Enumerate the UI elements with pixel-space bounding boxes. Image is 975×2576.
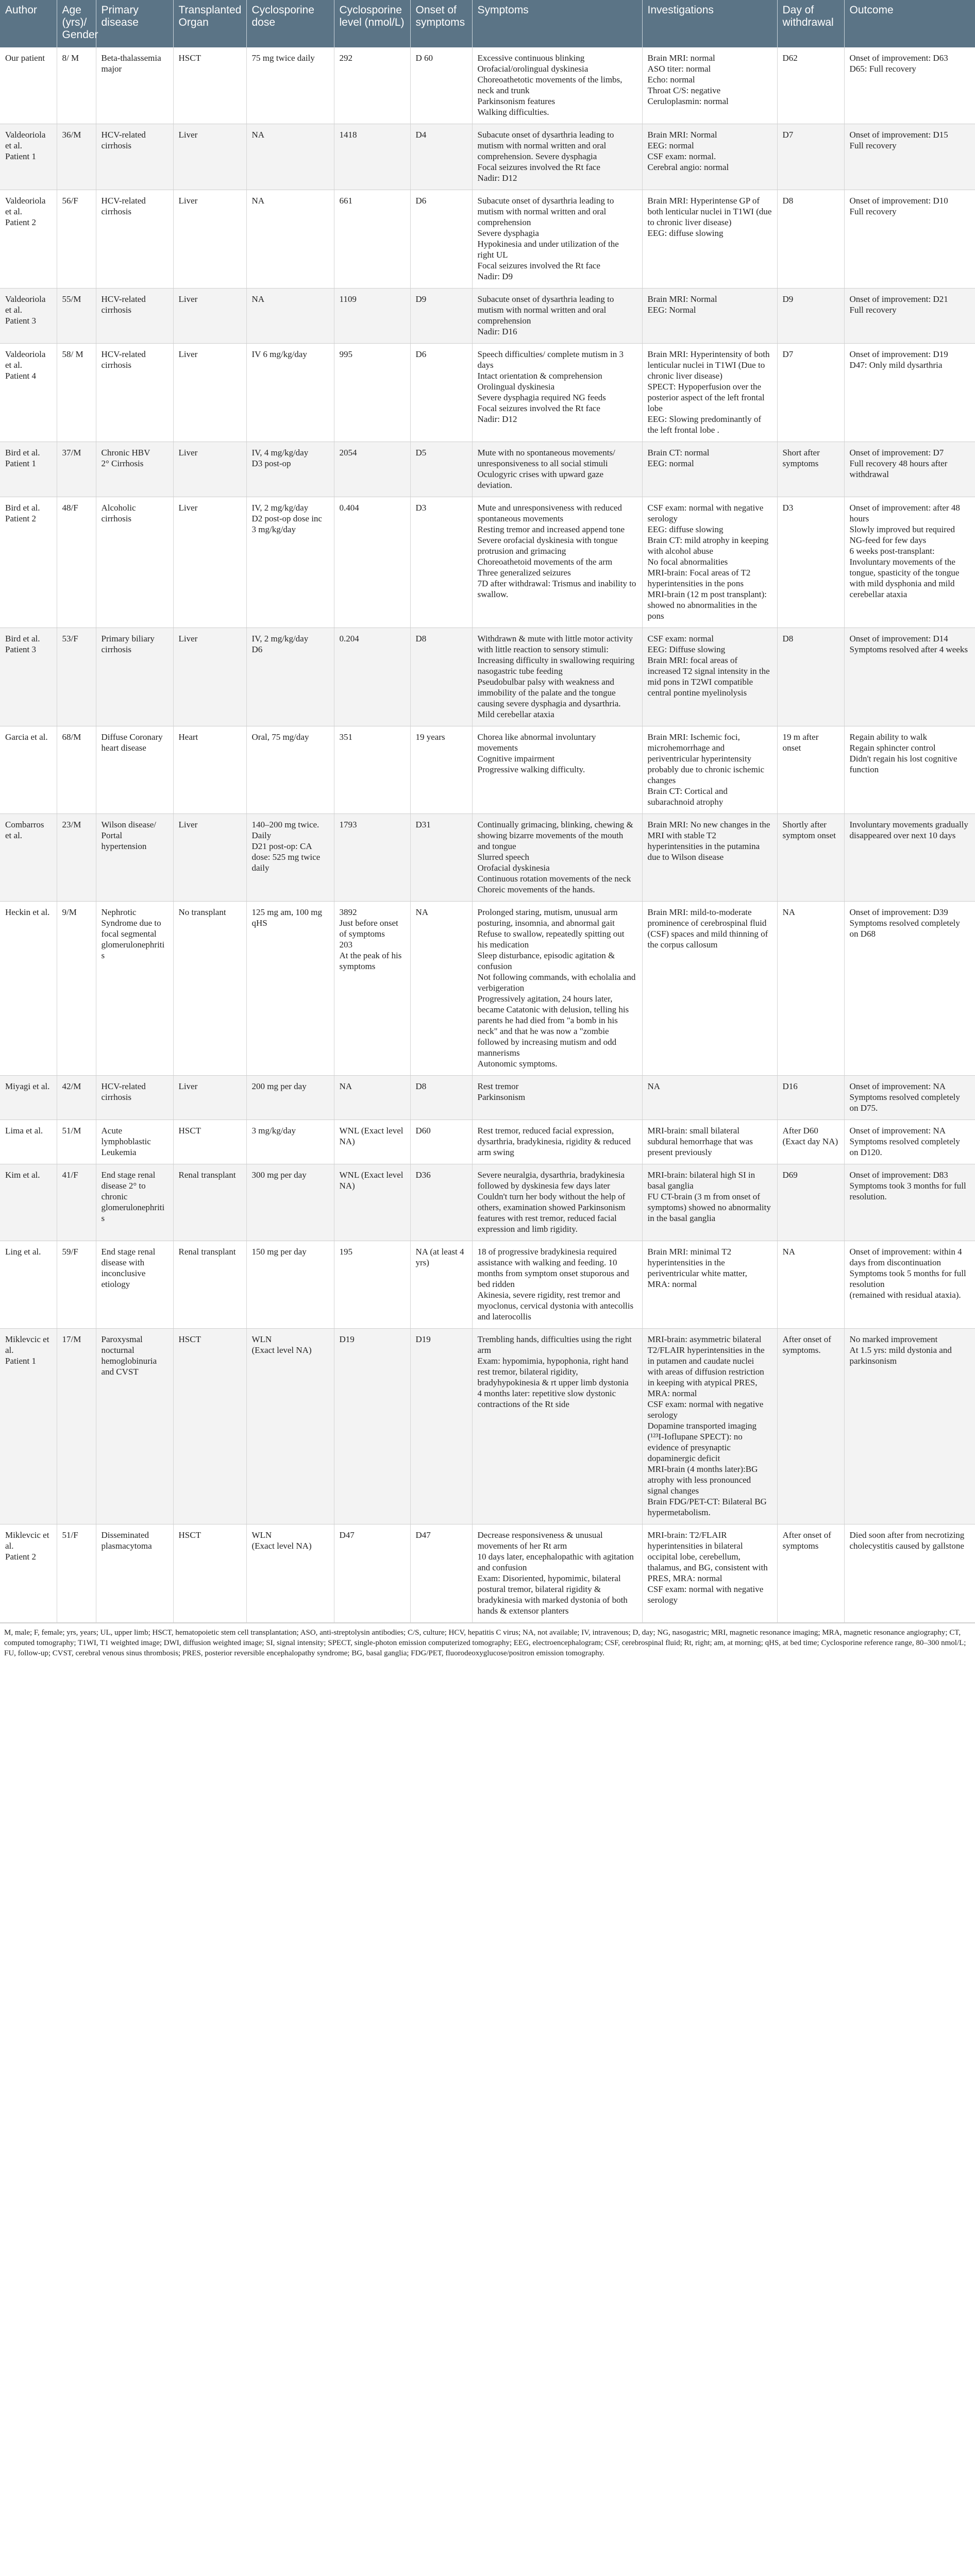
cell-author: Valdeoriola et al. Patient 3 bbox=[0, 289, 57, 344]
cell-investigations: MRI-brain: small bilateral subdural hemorrhage that was present previously bbox=[642, 1120, 777, 1164]
cell-onset: D47 bbox=[410, 1524, 472, 1623]
cell-author: Lima et al. bbox=[0, 1120, 57, 1164]
cell-age-gender: 68/M bbox=[57, 726, 96, 814]
table-row bbox=[0, 124, 975, 190]
cell-symptoms: Rest tremor, reduced facial expression, dysarthria, bradykinesia, rigidity & reduced arm swing bbox=[472, 1120, 642, 1164]
cell-symptoms: Excessive continuous blinking Orofacial/orolingual dyskinesia Choreoathetotic movements of the limbs, neck and trunk Parkinsonism features Walking difficulties. bbox=[472, 47, 642, 124]
cell-age-gender: 41/F bbox=[57, 1164, 96, 1241]
cell-symptoms: Subacute onset of dysarthria leading to mutism with normal written and oral comprehension Severe dysphagia Hypokinesia and under utilization of the right UL Focal seizures involved the Rt face Nadir: D9 bbox=[472, 190, 642, 289]
cell-cyclosporine-level: 995 bbox=[334, 344, 410, 442]
cell-author: Bird et al. Patient 2 bbox=[0, 497, 57, 628]
cell-symptoms: Chorea like abnormal involuntary movements Cognitive impairment Progressive walking difficulty. bbox=[472, 726, 642, 814]
cell-symptoms: Subacute onset of dysarthria leading to mutism with normal written and oral comprehension. Severe dysphagia Focal seizures involved the Rt face Nadir: D12 bbox=[472, 124, 642, 190]
cell-investigations: MRI-brain: asymmetric bilateral T2/FLAIR hyperintensities in the in putamen and caudate nuclei with areas of diffusion restriction in keeping with atypical PRES, MRA: normal CSF exam: normal with negative serology Dopamine transported imaging (¹²³I-Ioflupane SPECT): no evidence of presynaptic dopaminergic deficit MRI-brain (4 months later):BG atrophy with less pronounced signal changes Brain FDG/PET-CT: Bilateral BG hypermetabolism. bbox=[642, 1329, 777, 1524]
cell-primary-disease: End stage renal disease with inconclusive etiology bbox=[96, 1241, 173, 1329]
cell-investigations: MRI-brain: bilateral high SI in basal ganglia FU CT-brain (3 m from onset of symptoms) showed no abnormality in the basal ganglia bbox=[642, 1164, 777, 1241]
cell-author: Miklevcic et al. Patient 1 bbox=[0, 1329, 57, 1524]
cell-transplanted-organ: Liver bbox=[173, 814, 246, 902]
cell-outcome: Died soon after from necrotizing cholecystitis caused by gallstone bbox=[844, 1524, 975, 1623]
cell-cyclosporine-dose: NA bbox=[246, 289, 334, 344]
table-row bbox=[0, 1241, 975, 1329]
header-cyclosporine-dose: Cyclosporine dose bbox=[246, 0, 334, 47]
cell-primary-disease: Primary biliary cirrhosis bbox=[96, 628, 173, 726]
cell-onset: D 60 bbox=[410, 47, 472, 124]
cell-onset: D19 bbox=[410, 1329, 472, 1524]
cell-cyclosporine-level: 1793 bbox=[334, 814, 410, 902]
cell-primary-disease: HCV-related cirrhosis bbox=[96, 190, 173, 289]
cell-cyclosporine-dose: 200 mg per day bbox=[246, 1076, 334, 1120]
table-row bbox=[0, 1329, 975, 1524]
cell-age-gender: 56/F bbox=[57, 190, 96, 289]
cell-day-of-withdrawal: D7 bbox=[777, 344, 844, 442]
cell-outcome: Onset of improvement: D7 Full recovery 48 hours after withdrawal bbox=[844, 442, 975, 497]
cell-symptoms: Mute with no spontaneous movements/ unresponsiveness to all social stimuli Oculogyric crises with upward gaze deviation. bbox=[472, 442, 642, 497]
cell-investigations: CSF exam: normal with negative serology EEG: diffuse slowing Brain CT: mild atrophy in keeping with alcohol abuse No focal abnormalities MRI-brain: Focal areas of T2 hyperintensities in the pons MRI-brain (12 m post transplant): showed no abnormalities in the pons bbox=[642, 497, 777, 628]
cell-outcome: Onset of improvement: after 48 hours Slowly improved but required NG-feed for few days 6 weeks post-transplant: Involuntary movements of the tongue, spasticity of the tongue with mild dysphonia and mild cerebellar ataxia bbox=[844, 497, 975, 628]
header-row bbox=[0, 0, 975, 47]
cell-author: Ling et al. bbox=[0, 1241, 57, 1329]
cell-age-gender: 51/F bbox=[57, 1524, 96, 1623]
cell-primary-disease: End stage renal disease 2° to chronic glomerulonephritis bbox=[96, 1164, 173, 1241]
cell-day-of-withdrawal: After onset of symptoms bbox=[777, 1524, 844, 1623]
cell-cyclosporine-dose: 300 mg per day bbox=[246, 1164, 334, 1241]
table-row bbox=[0, 902, 975, 1076]
header-primary-disease: Primary disease bbox=[96, 0, 173, 47]
table-row bbox=[0, 47, 975, 124]
cell-day-of-withdrawal: D8 bbox=[777, 628, 844, 726]
cell-day-of-withdrawal: NA bbox=[777, 1241, 844, 1329]
cell-author: Our patient bbox=[0, 47, 57, 124]
cell-onset: NA (at least 4 yrs) bbox=[410, 1241, 472, 1329]
cell-author: Bird et al. Patient 1 bbox=[0, 442, 57, 497]
header-age-gender: Age (yrs)/ Gender bbox=[57, 0, 96, 47]
cell-symptoms: Trembling hands, difficulties using the right arm Exam: hypomimia, hypophonia, right hand rest tremor, bilateral rigidity, bradyhypokinesia & rt upper limb dystonia 4 months later: repetitive slow dystonic contractions of the Rt side bbox=[472, 1329, 642, 1524]
cell-day-of-withdrawal: D7 bbox=[777, 124, 844, 190]
cell-cyclosporine-dose: IV, 2 mg/kg/day D2 post-op dose inc 3 mg/kg/day bbox=[246, 497, 334, 628]
header-day-of-withdrawal: Day of withdrawal bbox=[777, 0, 844, 47]
cell-cyclosporine-dose: IV, 2 mg/kg/day D6 bbox=[246, 628, 334, 726]
cell-primary-disease: HCV-related cirrhosis bbox=[96, 344, 173, 442]
cell-outcome: Onset of improvement: D14 Symptoms resolved after 4 weeks bbox=[844, 628, 975, 726]
cell-primary-disease: Acute lymphoblastic Leukemia bbox=[96, 1120, 173, 1164]
table-row bbox=[0, 1120, 975, 1164]
cell-onset: D6 bbox=[410, 190, 472, 289]
cell-day-of-withdrawal: 19 m after onset bbox=[777, 726, 844, 814]
cell-cyclosporine-dose: WLN (Exact level NA) bbox=[246, 1329, 334, 1524]
cell-day-of-withdrawal: D69 bbox=[777, 1164, 844, 1241]
cell-symptoms: 18 of progressive bradykinesia required assistance with walking and feeding. 10 months from symptom onset stuporous and bed ridden Akinesia, severe rigidity, rest tremor and myoclonus, cervical dystonia with antecollis and laterocollis bbox=[472, 1241, 642, 1329]
cell-age-gender: 55/M bbox=[57, 289, 96, 344]
table-row bbox=[0, 344, 975, 442]
cell-age-gender: 23/M bbox=[57, 814, 96, 902]
cell-day-of-withdrawal: D8 bbox=[777, 190, 844, 289]
cell-outcome: Onset of improvement: D21 Full recovery bbox=[844, 289, 975, 344]
cell-author: Miklevcic et al. Patient 2 bbox=[0, 1524, 57, 1623]
cell-cyclosporine-level: 0.404 bbox=[334, 497, 410, 628]
cell-transplanted-organ: Renal transplant bbox=[173, 1241, 246, 1329]
cell-cyclosporine-level: D19 bbox=[334, 1329, 410, 1524]
cell-symptoms: Withdrawn & mute with little motor activity with little reaction to sensory stimuli: Increasing difficulty in swallowing requiring nasogastric tube feeding Pseudobulbar palsy with weakness and immobility of the palate and the tongue causing severe dysphagia and dysarthria. Mild cerebellar ataxia bbox=[472, 628, 642, 726]
cell-age-gender: 9/M bbox=[57, 902, 96, 1076]
cell-author: Combarros et al. bbox=[0, 814, 57, 902]
cell-day-of-withdrawal: Short after symptoms bbox=[777, 442, 844, 497]
cell-day-of-withdrawal: Shortly after symptom onset bbox=[777, 814, 844, 902]
cell-cyclosporine-dose: 140–200 mg twice. Daily D21 post-op: CA dose: 525 mg twice daily bbox=[246, 814, 334, 902]
cell-cyclosporine-level: 3892 Just before onset of symptoms 203 At the peak of his symptoms bbox=[334, 902, 410, 1076]
cell-author: Kim et al. bbox=[0, 1164, 57, 1241]
cell-cyclosporine-level: D47 bbox=[334, 1524, 410, 1623]
cell-transplanted-organ: Liver bbox=[173, 1076, 246, 1120]
cell-transplanted-organ: Liver bbox=[173, 124, 246, 190]
cell-cyclosporine-level: 1109 bbox=[334, 289, 410, 344]
cell-transplanted-organ: Renal transplant bbox=[173, 1164, 246, 1241]
cell-cyclosporine-dose: 3 mg/kg/day bbox=[246, 1120, 334, 1164]
cell-onset: D31 bbox=[410, 814, 472, 902]
table-row bbox=[0, 1524, 975, 1623]
cell-investigations: MRI-brain: T2/FLAIR hyperintensities in bilateral occipital lobe, cerebellum, thalamus, and BG, consistent with PRES, MRA: normal CSF exam: normal with negative serology bbox=[642, 1524, 777, 1623]
cell-symptoms: Decrease responsiveness & unusual movements of her Rt arm 10 days later, encephalopathic with agitation and confusion Exam: Disoriented, hypomimic, bilateral postural tremor, bilateral rigidity & bradykinesia with marked dystonia of both hands & extensor planters bbox=[472, 1524, 642, 1623]
cell-outcome: Onset of improvement: D19 D47: Only mild dysarthria bbox=[844, 344, 975, 442]
cell-primary-disease: Alcoholic cirrhosis bbox=[96, 497, 173, 628]
cell-primary-disease: HCV-related cirrhosis bbox=[96, 124, 173, 190]
cell-transplanted-organ: Liver bbox=[173, 289, 246, 344]
cell-cyclosporine-level: WNL (Exact level NA) bbox=[334, 1164, 410, 1241]
cell-cyclosporine-level: NA bbox=[334, 1076, 410, 1120]
cell-onset: D5 bbox=[410, 442, 472, 497]
cell-symptoms: Rest tremor Parkinsonism bbox=[472, 1076, 642, 1120]
header-author: Author bbox=[0, 0, 57, 47]
cell-investigations: Brain MRI: minimal T2 hyperintensities in the periventricular white matter, MRA: normal bbox=[642, 1241, 777, 1329]
cell-transplanted-organ: Liver bbox=[173, 442, 246, 497]
cell-onset: 19 years bbox=[410, 726, 472, 814]
cell-outcome: Regain ability to walk Regain sphincter control Didn't regain his lost cognitive function bbox=[844, 726, 975, 814]
cell-author: Heckin et al. bbox=[0, 902, 57, 1076]
cell-primary-disease: Beta-thalassemia major bbox=[96, 47, 173, 124]
cell-age-gender: 59/F bbox=[57, 1241, 96, 1329]
cell-investigations: NA bbox=[642, 1076, 777, 1120]
cell-cyclosporine-level: 195 bbox=[334, 1241, 410, 1329]
cell-day-of-withdrawal: D3 bbox=[777, 497, 844, 628]
cell-day-of-withdrawal: D16 bbox=[777, 1076, 844, 1120]
cell-day-of-withdrawal: After onset of symptoms. bbox=[777, 1329, 844, 1524]
cell-symptoms: Speech difficulties/ complete mutism in 3 days Intact orientation & comprehension Orolingual dyskinesia Severe dysphagia required NG feeds Focal seizures involved the Rt face Nadir: D12 bbox=[472, 344, 642, 442]
cell-outcome: Onset of improvement: D10 Full recovery bbox=[844, 190, 975, 289]
table-row bbox=[0, 1076, 975, 1120]
cell-age-gender: 42/M bbox=[57, 1076, 96, 1120]
header-symptoms: Symptoms bbox=[472, 0, 642, 47]
cell-cyclosporine-dose: WLN (Exact level NA) bbox=[246, 1524, 334, 1623]
cell-day-of-withdrawal: NA bbox=[777, 902, 844, 1076]
cell-transplanted-organ: Liver bbox=[173, 344, 246, 442]
header-transplanted-organ: Transplanted Organ bbox=[173, 0, 246, 47]
cell-cyclosporine-level: 1418 bbox=[334, 124, 410, 190]
cell-onset: D8 bbox=[410, 1076, 472, 1120]
header-onset: Onset of symptoms bbox=[410, 0, 472, 47]
cell-symptoms: Severe neuralgia, dysarthria, bradykinesia followed by dyskinesia few days later Couldn't turn her body without the help of others, examination showed Parkinsonism features with rest tremor, reduced facial expression and limb rigidity. bbox=[472, 1164, 642, 1241]
cell-cyclosporine-dose: IV, 4 mg/kg/day D3 post-op bbox=[246, 442, 334, 497]
cell-age-gender: 53/F bbox=[57, 628, 96, 726]
cell-outcome: Onset of improvement: NA Symptoms resolved completely on D120. bbox=[844, 1120, 975, 1164]
cell-primary-disease: Chronic HBV 2° Cirrhosis bbox=[96, 442, 173, 497]
cell-cyclosporine-level: 292 bbox=[334, 47, 410, 124]
cell-investigations: Brain CT: normal EEG: normal bbox=[642, 442, 777, 497]
cell-investigations: Brain MRI: Normal EEG: normal CSF exam: normal. Cerebral angio: normal bbox=[642, 124, 777, 190]
cell-cyclosporine-dose: Oral, 75 mg/day bbox=[246, 726, 334, 814]
cell-primary-disease: HCV-related cirrhosis bbox=[96, 1076, 173, 1120]
header-investigations: Investigations bbox=[642, 0, 777, 47]
cell-outcome: Onset of improvement: within 4 days from discontinuation Symptoms took 5 months for full resolution (remained with residual ataxia). bbox=[844, 1241, 975, 1329]
table-row bbox=[0, 442, 975, 497]
cell-day-of-withdrawal: D62 bbox=[777, 47, 844, 124]
cell-onset: D9 bbox=[410, 289, 472, 344]
cell-primary-disease: Disseminated plasmacytoma bbox=[96, 1524, 173, 1623]
cell-investigations: CSF exam: normal EEG: Diffuse slowing Brain MRI: focal areas of increased T2 signal intensity in the mid pons in T2WI compatible central pontine myelinolysis bbox=[642, 628, 777, 726]
cell-transplanted-organ: Liver bbox=[173, 628, 246, 726]
cell-age-gender: 51/M bbox=[57, 1120, 96, 1164]
cell-author: Valdeoriola et al. Patient 4 bbox=[0, 344, 57, 442]
table-row bbox=[0, 1164, 975, 1241]
cell-cyclosporine-level: 2054 bbox=[334, 442, 410, 497]
cell-onset: D3 bbox=[410, 497, 472, 628]
cell-investigations: Brain MRI: normal ASO titer: normal Echo: normal Throat C/S: negative Ceruloplasmin: normal bbox=[642, 47, 777, 124]
cell-symptoms: Prolonged staring, mutism, unusual arm posturing, insomnia, and abnormal gait Refuse to swallow, repeatedly spitting out his medication Sleep disturbance, episodic agitation & confusion Not following commands, with echolalia and verbigeration Progressively agitation, 24 hours later, became Catatonic with delusion, telling his parents he had died from "a bomb in his neck" and that he was now a "zombie followed by increasing mutism and odd mannerisms Autonomic symptoms. bbox=[472, 902, 642, 1076]
cell-outcome: Onset of improvement: D63 D65: Full recovery bbox=[844, 47, 975, 124]
cell-investigations: Brain MRI: Normal EEG: Normal bbox=[642, 289, 777, 344]
cell-cyclosporine-level: WNL (Exact level NA) bbox=[334, 1120, 410, 1164]
cell-outcome: Onset of improvement: D83 Symptoms took 3 months for full resolution. bbox=[844, 1164, 975, 1241]
cell-onset: NA bbox=[410, 902, 472, 1076]
cell-age-gender: 37/M bbox=[57, 442, 96, 497]
cell-outcome: Onset of improvement: D39 Symptoms resolved completely on D68 bbox=[844, 902, 975, 1076]
table-row bbox=[0, 190, 975, 289]
cell-cyclosporine-dose: 125 mg am, 100 mg qHS bbox=[246, 902, 334, 1076]
cell-investigations: Brain MRI: No new changes in the MRI with stable T2 hyperintensities in the putamina due to Wilson disease bbox=[642, 814, 777, 902]
cell-onset: D36 bbox=[410, 1164, 472, 1241]
cell-symptoms: Continually grimacing, blinking, chewing & showing bizarre movements of the mouth and tongue Slurred speech Orofacial dyskinesia Continuous rotation movements of the neck Choreic movements of the hands. bbox=[472, 814, 642, 902]
cell-outcome: Onset of improvement: NA Symptoms resolved completely on D75. bbox=[844, 1076, 975, 1120]
cell-day-of-withdrawal: D9 bbox=[777, 289, 844, 344]
cell-investigations: Brain MRI: mild-to-moderate prominence of cerebrospinal fluid (CSF) spaces and mild thinning of the corpus callosum bbox=[642, 902, 777, 1076]
cell-transplanted-organ: HSCT bbox=[173, 1524, 246, 1623]
cell-outcome: Onset of improvement: D15 Full recovery bbox=[844, 124, 975, 190]
cell-onset: D6 bbox=[410, 344, 472, 442]
table-body bbox=[0, 47, 975, 1623]
cell-cyclosporine-dose: 150 mg per day bbox=[246, 1241, 334, 1329]
cell-author: Garcia et al. bbox=[0, 726, 57, 814]
cell-cyclosporine-dose: NA bbox=[246, 190, 334, 289]
table-row bbox=[0, 726, 975, 814]
cell-onset: D60 bbox=[410, 1120, 472, 1164]
cell-primary-disease: Diffuse Coronary heart disease bbox=[96, 726, 173, 814]
cell-cyclosporine-dose: 75 mg twice daily bbox=[246, 47, 334, 124]
cell-primary-disease: Wilson disease/ Portal hypertension bbox=[96, 814, 173, 902]
cell-primary-disease: Nephrotic Syndrome due to focal segmental glomerulonephritis bbox=[96, 902, 173, 1076]
cell-investigations: Brain MRI: Hyperintense GP of both lenticular nuclei in T1WI (due to chronic liver disease) EEG: diffuse slowing bbox=[642, 190, 777, 289]
header-outcome: Outcome bbox=[844, 0, 975, 47]
cell-author: Miyagi et al. bbox=[0, 1076, 57, 1120]
cell-transplanted-organ: Liver bbox=[173, 497, 246, 628]
cell-author: Valdeoriola et al. Patient 1 bbox=[0, 124, 57, 190]
cell-cyclosporine-level: 661 bbox=[334, 190, 410, 289]
cell-cyclosporine-dose: NA bbox=[246, 124, 334, 190]
cell-symptoms: Subacute onset of dysarthria leading to mutism with normal written and oral comprehension Nadir: D16 bbox=[472, 289, 642, 344]
cell-author: Valdeoriola et al. Patient 2 bbox=[0, 190, 57, 289]
cell-cyclosporine-level: 351 bbox=[334, 726, 410, 814]
cell-transplanted-organ: HSCT bbox=[173, 47, 246, 124]
cell-symptoms: Mute and unresponsiveness with reduced spontaneous movements Resting tremor and increased append tone Severe orofacial dyskinesia with tongue protrusion and grimacing Choreoathetoid movements of the arm Three generalized seizures 7D after withdrawal: Trismus and inability to swallow. bbox=[472, 497, 642, 628]
cell-onset: D8 bbox=[410, 628, 472, 726]
table-row bbox=[0, 628, 975, 726]
cell-transplanted-organ: Heart bbox=[173, 726, 246, 814]
cell-outcome: No marked improvement At 1.5 yrs: mild dystonia and parkinsonism bbox=[844, 1329, 975, 1524]
table-footnote: M, male; F, female; yrs, years; UL, upper limb; HSCT, hematopoietic stem cell transplantation; ASO, anti-streptolysin antibodies; C/S, culture; HCV, hepatitis C virus; NA, not available; IV, intravenous; D, day; NG, nasogastric; MRI, magnetic resonance imaging; MRA, magnetic resonance angiography; CT, computed tomography; T1WI, T1 weighted image; DWI, diffusion weighted image; SI, signal intensity; SPECT, single-photon emission computerized tomography; EEG, electroencephalogram; CSF, cerebrospinal fluid; Rt, right; am, at morning; qHS, at bed time; Cyclosporine reference range, 80–300 nmol/L; FU, follow-up; CVST, cerebral venous sinus thrombosis; PRES, posterior reversible encephalopathy syndrome; BG, basal ganglia; FDG/PET, fluorodeoxyglucose/positron emission tomography. bbox=[0, 1623, 975, 1664]
table-row bbox=[0, 497, 975, 628]
cell-primary-disease: Paroxysmal nocturnal hemoglobinuria and CVST bbox=[96, 1329, 173, 1524]
cell-age-gender: 36/M bbox=[57, 124, 96, 190]
cell-day-of-withdrawal: After D60 (Exact day NA) bbox=[777, 1120, 844, 1164]
header-cyclosporine-level: Cyclosporine level (nmol/L) bbox=[334, 0, 410, 47]
cell-age-gender: 8/ M bbox=[57, 47, 96, 124]
cell-transplanted-organ: Liver bbox=[173, 190, 246, 289]
cell-investigations: Brain MRI: Ischemic foci, microhemorrhage and periventricular hyperintensity probably due to chronic ischemic changes Brain CT: Cortical and subarachnoid atrophy bbox=[642, 726, 777, 814]
cell-transplanted-organ: No transplant bbox=[173, 902, 246, 1076]
cell-author: Bird et al. Patient 3 bbox=[0, 628, 57, 726]
cell-primary-disease: HCV-related cirrhosis bbox=[96, 289, 173, 344]
cell-outcome: Involuntary movements gradually disappeared over next 10 days bbox=[844, 814, 975, 902]
cell-age-gender: 48/F bbox=[57, 497, 96, 628]
table-row bbox=[0, 814, 975, 902]
cell-onset: D4 bbox=[410, 124, 472, 190]
cell-age-gender: 58/ M bbox=[57, 344, 96, 442]
cell-transplanted-organ: HSCT bbox=[173, 1329, 246, 1524]
cell-cyclosporine-level: 0.204 bbox=[334, 628, 410, 726]
cell-age-gender: 17/M bbox=[57, 1329, 96, 1524]
cell-transplanted-organ: HSCT bbox=[173, 1120, 246, 1164]
table-row bbox=[0, 289, 975, 344]
cell-investigations: Brain MRI: Hyperintensity of both lenticular nuclei in T1WI (Due to chronic liver disease) SPECT: Hypoperfusion over the posterior aspect of the left frontal lobe EEG: Slowing predominantly of the left frontal lobe . bbox=[642, 344, 777, 442]
cell-cyclosporine-dose: IV 6 mg/kg/day bbox=[246, 344, 334, 442]
